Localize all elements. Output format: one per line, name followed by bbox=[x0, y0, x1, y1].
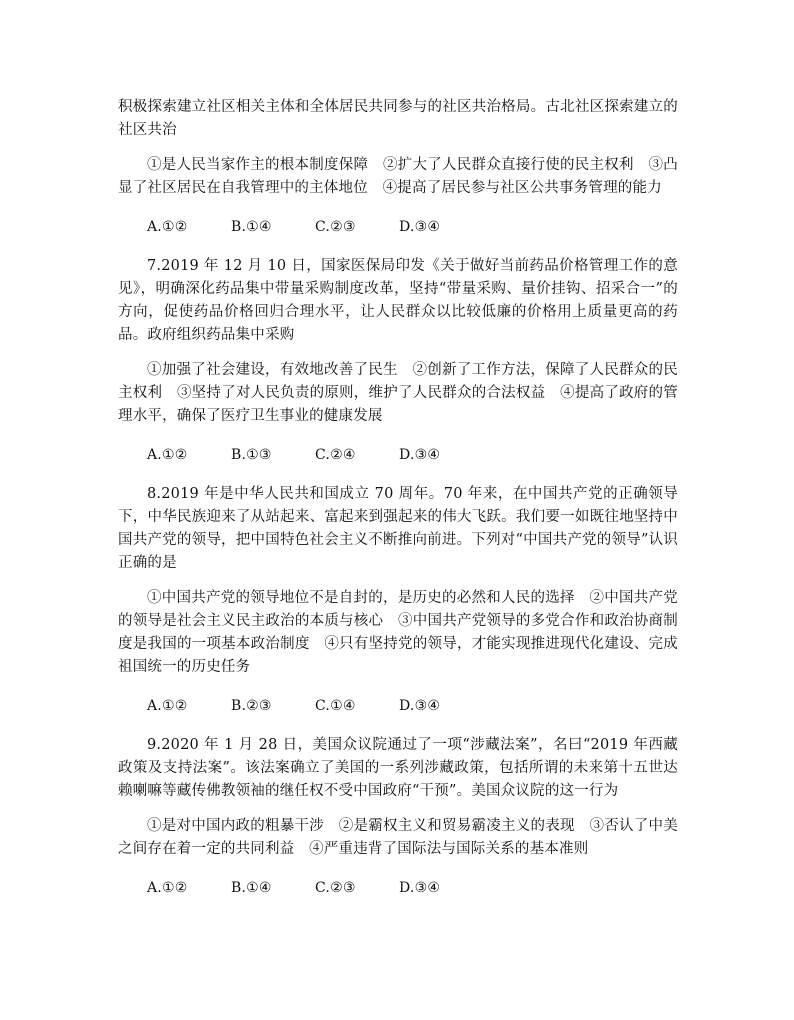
q9-choice-c[interactable]: C.②③ bbox=[315, 880, 356, 896]
q6-stem: 积极探索建立社区相关主体和全体居民共同参与的社区共治格局。古北社区探索建立的社区共治 bbox=[118, 99, 678, 138]
q9-choice-b[interactable]: B.①④ bbox=[231, 880, 272, 896]
q8-choice-c[interactable]: C.①④ bbox=[315, 698, 356, 714]
q7-choice-b[interactable]: B.①③ bbox=[231, 447, 272, 463]
q8-statements: ①中国共产党的领导地位不是自封的，是历史的必然和人民的选择 ②中国共产党的领导是社会主义民主政治的本质与核心 ③中国共产党领导的多党合作和政治协商制度是我国的一项基本政治制度 ④只有坚持党的领导，才能实现推进现代化建设、完成祖国统一的历史任务 bbox=[118, 590, 678, 675]
q6-choices bbox=[118, 216, 678, 239]
exam-content bbox=[118, 96, 678, 900]
q9-choice-a[interactable]: A.①② bbox=[147, 880, 188, 896]
q7-choice-c[interactable]: C.②④ bbox=[315, 447, 356, 463]
q6-choice-b[interactable]: B.①④ bbox=[231, 219, 272, 235]
q7-choice-a[interactable]: A.①② bbox=[147, 447, 188, 463]
question-7 bbox=[118, 255, 678, 467]
q7-stem: 7.2019 年 12 月 10 日，国家医保局印发《关于做好当前药品价格管理工作的意见》，明确深化药品集中带量采购制度改革，坚持“带量采购、量价挂钩、招采合一”的方向，促使药品价格回归合理水平，让人民群众以比较低廉的价格用上质量更高的药品。政府组织药品集中采购 bbox=[118, 258, 678, 343]
q8-choice-a[interactable]: A.①② bbox=[147, 698, 188, 714]
q8-choices bbox=[118, 695, 678, 718]
q8-stem: 8.2019 年是中华人民共和国成立 70 周年。70 年来，在中国共产党的正确领导下，中华民族迎来了从站起来、富起来到强起来的伟大飞跃。我们要一如既往地坚持中国共产党的领导，把中国特色社会主义不断推向前进。下列对“中国共产党的领导”认识正确的是 bbox=[118, 486, 678, 571]
question-9 bbox=[118, 734, 678, 900]
q9-choices bbox=[118, 877, 678, 900]
q8-choice-d[interactable]: D.③④ bbox=[399, 698, 441, 714]
question-8 bbox=[118, 483, 678, 718]
q6-statements: ①是人民当家作主的根本制度保障 ②扩大了人民群众直接行使的民主权利 ③凸显了社区居民在自我管理中的主体地位 ④提高了居民参与社区公共事务管理的能力 bbox=[118, 157, 678, 196]
q7-choice-d[interactable]: D.③④ bbox=[399, 447, 441, 463]
q9-statements: ①是对中国内政的粗暴干涉 ②是霸权主义和贸易霸凌主义的表现 ③否认了中美之间存在着一定的共同利益 ④严重违背了国际法与国际关系的基本准则 bbox=[118, 818, 678, 857]
question-6 bbox=[118, 96, 678, 239]
q7-choices bbox=[118, 444, 678, 467]
q6-choice-a[interactable]: A.①② bbox=[147, 219, 188, 235]
q9-stem: 9.2020 年 1 月 28 日，美国众议院通过了一项“涉藏法案”，名曰“2019 年西藏政策及支持法案”。该法案确立了美国的一系列涉藏政策，包括所谓的未来第十五世达赖喇嘛等藏传佛教领袖的继任权不受中国政府“干预”。美国众议院的这一行为 bbox=[118, 737, 678, 799]
q6-choice-d[interactable]: D.③④ bbox=[399, 219, 441, 235]
q9-choice-d[interactable]: D.③④ bbox=[399, 880, 441, 896]
q6-choice-c[interactable]: C.②③ bbox=[315, 219, 356, 235]
q7-statements: ①加强了社会建设，有效地改善了民生 ②创新了工作方法，保障了人民群众的民主权利 ③坚持了对人民负责的原则，维护了人民群众的合法权益 ④提高了政府的管理水平，确保了医疗卫生事业的健康发展 bbox=[118, 362, 678, 424]
q8-choice-b[interactable]: B.②③ bbox=[231, 698, 272, 714]
